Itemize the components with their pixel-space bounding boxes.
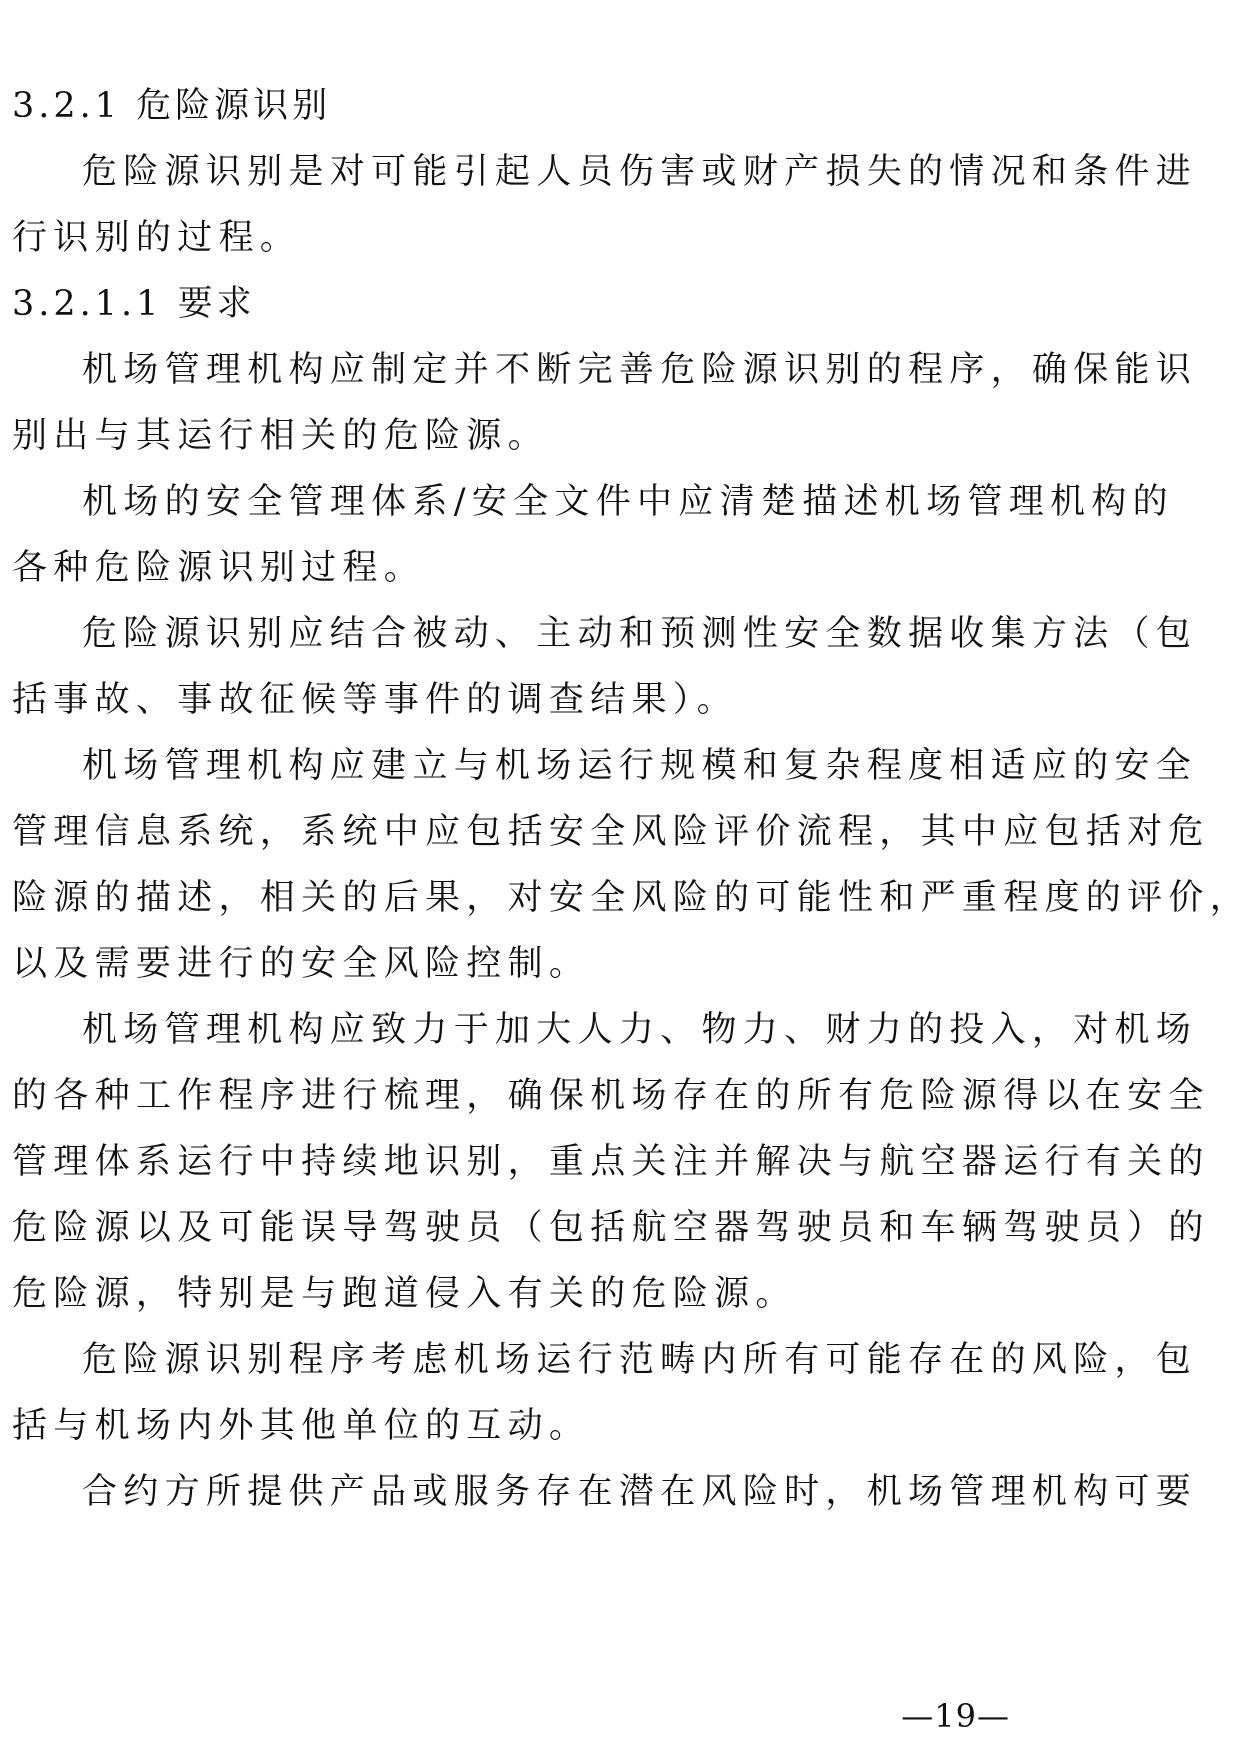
paragraph-line: 危险源识别是对可能引起人员伤害或财产损失的情况和条件进 — [82, 152, 1198, 192]
paragraph-line: 的各种工作程序进行梳理，确保机场存在的所有危险源得以在安全 — [12, 1076, 1210, 1116]
paragraph-line: 以及需要进行的安全风险控制。 — [12, 944, 591, 984]
paragraph-line: 机场的安全管理体系/安全文件中应清楚描述机场管理机构的 — [82, 482, 1174, 522]
paragraph-line: 机场管理机构应建立与机场运行规模和复杂程度相适应的安全 — [82, 746, 1198, 786]
paragraph-line: 危险源识别应结合被动、主动和预测性安全数据收集方法（包 — [82, 614, 1198, 654]
paragraph-line: 括事故、事故征候等事件的调查结果）。 — [12, 680, 738, 720]
paragraph-line: 行识别的过程。 — [12, 218, 302, 258]
paragraph-line: 危险源以及可能误导驾驶员（包括航空器驾驶员和车辆驾驶员）的 — [12, 1208, 1210, 1248]
page-number: —19— — [901, 1697, 1010, 1735]
paragraph-line: 管理信息系统，系统中应包括安全风险评价流程，其中应包括对危 — [12, 812, 1210, 852]
section-heading: 3.2.1 危险源识别 — [12, 86, 332, 126]
paragraph-line: 括与机场内外其他单位的互动。 — [12, 1406, 591, 1446]
paragraph-line: 险源的描述，相关的后果，对安全风险的可能性和严重程度的评价， — [12, 878, 1251, 918]
paragraph-line: 管理体系运行中持续地识别，重点关注并解决与航空器运行有关的 — [12, 1142, 1210, 1182]
paragraph-line: 别出与其运行相关的危险源。 — [12, 416, 549, 456]
paragraph-line: 危险源，特别是与跑道侵入有关的危险源。 — [12, 1274, 797, 1314]
paragraph-line: 机场管理机构应制定并不断完善危险源识别的程序，确保能识 — [82, 350, 1198, 390]
paragraph-line: 危险源识别程序考虑机场运行范畴内所有可能存在的风险，包 — [82, 1340, 1198, 1380]
paragraph-line: 各种危险源识别过程。 — [12, 548, 426, 588]
subsection-heading: 3.2.1.1 要求 — [12, 284, 256, 324]
paragraph-line: 合约方所提供产品或服务存在潜在风险时，机场管理机构可要 — [82, 1472, 1198, 1512]
paragraph-line: 机场管理机构应致力于加大人力、物力、财力的投入，对机场 — [82, 1010, 1198, 1050]
